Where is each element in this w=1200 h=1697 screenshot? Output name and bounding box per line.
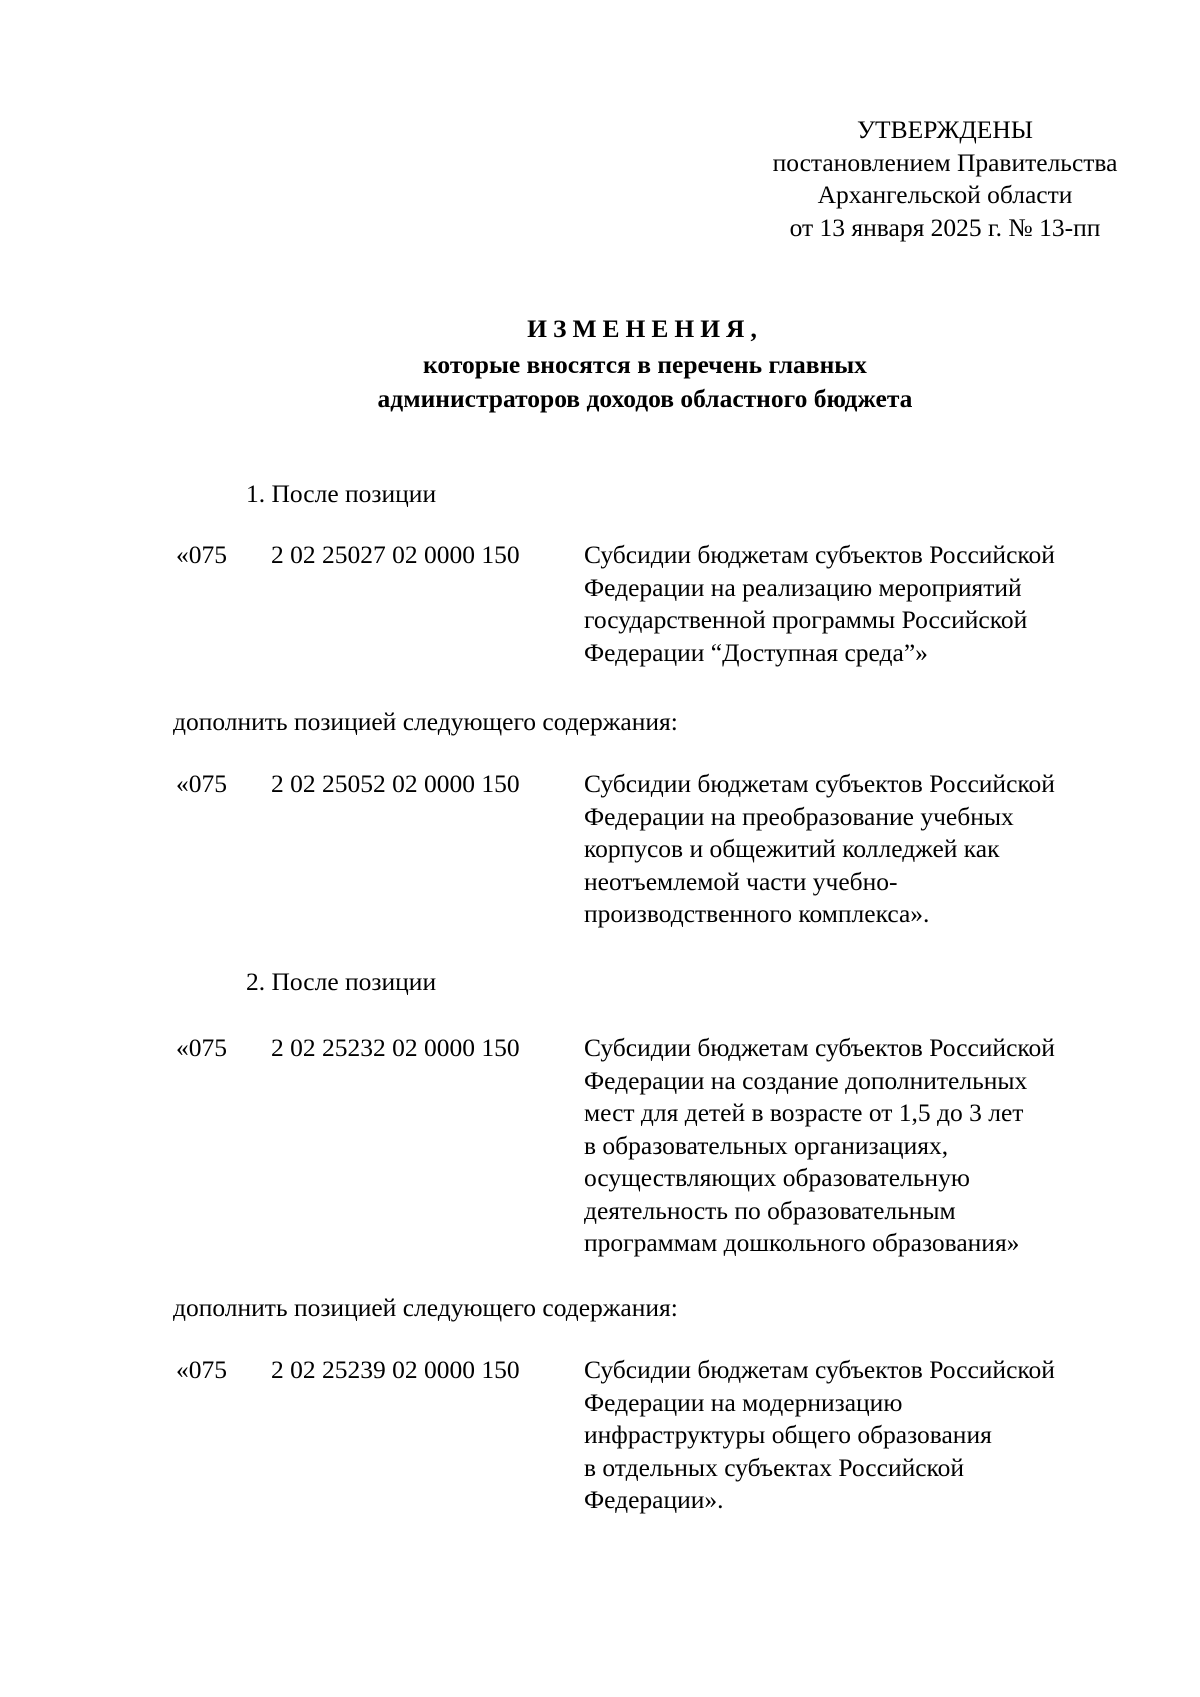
section-intro: 1. После позиции (246, 479, 437, 508)
description-line: Федерации на преобразование учебных (584, 801, 1014, 831)
approval-date: от 13 января 2025 г. № 13-пп (789, 212, 1101, 242)
income-code: 2 02 25052 02 0000 150 (271, 769, 520, 798)
description-line: осуществляющих образовательную (584, 1163, 970, 1192)
administrator-code: «075 (176, 1355, 227, 1384)
approval-line: постановлением Правительства (772, 147, 1118, 177)
section-intro: 2. После позиции (246, 967, 437, 996)
income-description (584, 768, 1124, 931)
description-line: корпусов и общежитий колледжей как (584, 834, 1000, 863)
description-line: Федерации “Доступная среда”» (584, 637, 928, 667)
description-line: Федерации на создание дополнительных (584, 1065, 1028, 1095)
document-subtitle: администраторов доходов областного бюджета (377, 384, 913, 413)
action-text: дополнить позицией следующего содержания: (173, 1293, 678, 1322)
description-line: государственной программы Российской (584, 605, 1028, 634)
description-line: в образовательных организациях, (584, 1130, 949, 1160)
action-text: дополнить позицией следующего содержания: (173, 707, 678, 736)
description-line: в отдельных субъектах Российской (584, 1452, 965, 1482)
income-description (584, 539, 1124, 669)
document-title: ИЗМЕНЕНИЯ, (527, 314, 763, 343)
approval-line: Архангельской области (817, 180, 1073, 209)
document-subtitle: которые вносятся в перечень главных (423, 350, 867, 379)
income-code: 2 02 25232 02 0000 150 (271, 1033, 520, 1062)
description-line: Федерации на модернизацию (584, 1387, 903, 1417)
income-code: 2 02 25027 02 0000 150 (271, 540, 520, 569)
description-line: производственного комплекса». (584, 899, 930, 928)
description-line: Федерации на реализацию мероприятий (584, 572, 1022, 602)
description-line: Субсидии бюджетам субъектов Российской (584, 1355, 1055, 1384)
description-line: мест для детей в возрасте от 1,5 до 3 лет (584, 1098, 1024, 1127)
description-line: Субсидии бюджетам субъектов Российской (584, 1033, 1055, 1062)
description-line: Федерации». (584, 1485, 724, 1514)
income-description (584, 1032, 1124, 1260)
description-line: программам дошкольного образования» (584, 1228, 1020, 1257)
administrator-code: «075 (176, 769, 227, 798)
approval-stamp (735, 114, 1155, 244)
description-line: неотъемлемой части учебно- (584, 866, 898, 896)
income-description (584, 1354, 1124, 1517)
description-line: Субсидии бюджетам субъектов Российской (584, 540, 1055, 569)
administrator-code: «075 (176, 1033, 227, 1062)
approval-heading: УТВЕРЖДЕНЫ (857, 115, 1033, 144)
description-line: Субсидии бюджетам субъектов Российской (584, 769, 1055, 798)
income-code: 2 02 25239 02 0000 150 (271, 1355, 520, 1384)
description-line: деятельность по образовательным (584, 1195, 956, 1225)
administrator-code: «075 (176, 540, 227, 569)
description-line: инфраструктуры общего образования (584, 1420, 992, 1449)
